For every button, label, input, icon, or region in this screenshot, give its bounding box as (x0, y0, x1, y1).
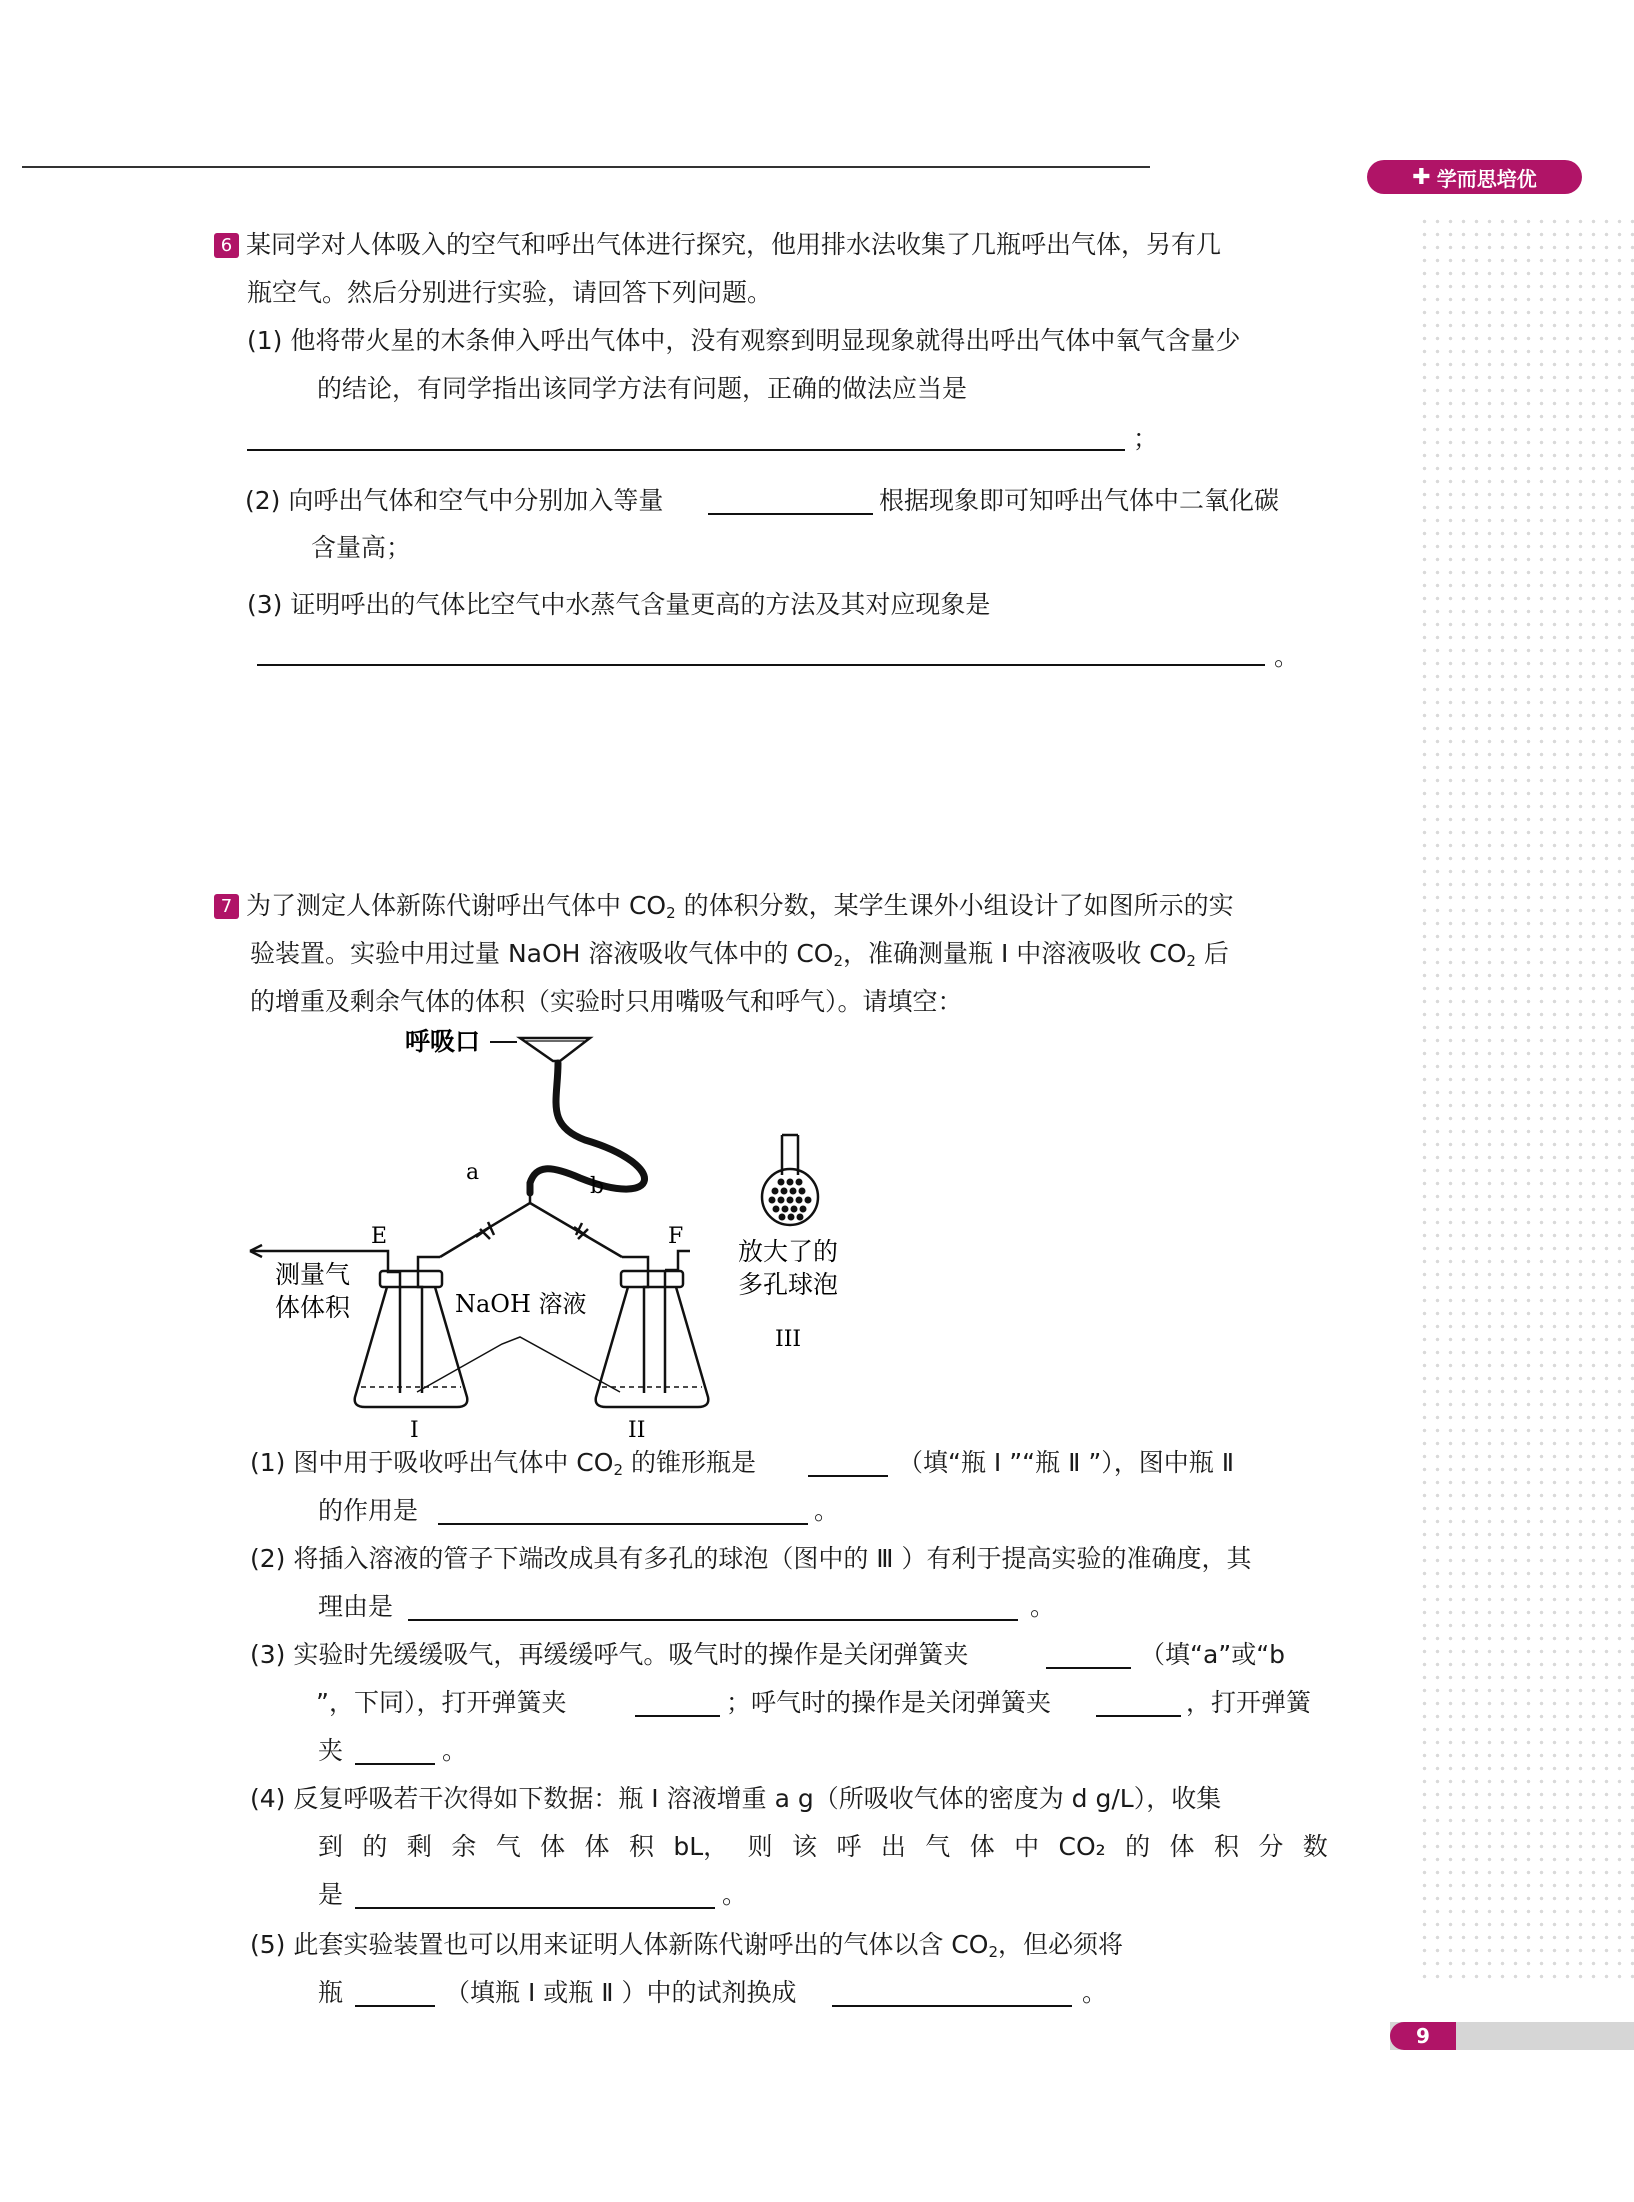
outlet-tube-f (665, 1251, 690, 1270)
q7-part5-blank2[interactable] (832, 2005, 1072, 2007)
q7-part3-e: ，打开弹簧 (1186, 1688, 1312, 1717)
q7-part5-line1: (5) 此套实验装置也可以用来证明人体新陈代谢呼出的气体以含 $CO_2$，但必须将 (250, 1930, 1124, 1961)
q6-part1-blank[interactable] (247, 449, 1125, 451)
apparatus-figure (240, 1025, 880, 1445)
logo-icon: ✚ (1412, 164, 1431, 190)
label-bulb-iii: III (775, 1327, 802, 1352)
q7-part3-end: 。 (442, 1736, 468, 1765)
bottle2-stopper (621, 1271, 683, 1287)
q7-part3-blank3[interactable] (1096, 1715, 1181, 1717)
label-bottle-1: I (410, 1418, 419, 1443)
q7-part2-end: 。 (1030, 1592, 1056, 1621)
label-bulb-2: 多孔球泡 (738, 1270, 839, 1299)
label-clamp-b: b (590, 1174, 605, 1199)
bottle-2 (596, 1287, 709, 1407)
q6-part2-line2: 含量高； (311, 533, 412, 562)
q6-part3-blank[interactable] (257, 664, 1265, 666)
bottle1-stopper (380, 1271, 442, 1287)
q6-number-badge: 6 (214, 233, 239, 258)
q6-part2-b: 根据现象即可知呼出气体中二氧化碳 (879, 486, 1280, 515)
q7-part3-a: (3) 实验时先缓缓吸气，再缓缓呼气。吸气时的操作是关闭弹簧夹 (250, 1640, 969, 1669)
q7-part4-line3: 是 (318, 1880, 344, 1909)
q7-part3-d: ；呼气时的操作是关闭弹簧夹 (726, 1688, 1052, 1717)
q6-part1-end: ； (1133, 424, 1159, 453)
q7-part1-c: （填“瓶 Ⅰ ”“瓶 Ⅱ ”），图中瓶 Ⅱ (898, 1448, 1235, 1477)
label-mouthpiece: 呼吸口 (405, 1027, 481, 1056)
q6-stem-line1: 6 某同学对人体吸入的空气和呼出气体进行探究，他用排水法收集了几瓶呼出气体，另有几 (214, 228, 1221, 262)
q7-stem-line3: 的增重及剩余气体的体积（实验时只用嘴吸气和呼气）。请填空： (250, 987, 963, 1016)
header-rule (22, 166, 1150, 168)
dot-pattern (1418, 215, 1634, 1985)
q7-part4-blank[interactable] (355, 1907, 715, 1909)
q6-stem-line2: 瓶空气。然后分别进行实验，请回答下列问题。 (247, 278, 773, 307)
q7-part2-line2: 理由是 (318, 1592, 394, 1621)
q7-part4-line1: (4) 反复呼吸若干次得如下数据：瓶 Ⅰ 溶液增重 a g（所吸收气体的密度为 d g/L），收集 (250, 1784, 1222, 1813)
label-measure-2: 体体积 (275, 1293, 351, 1322)
q7-number-badge: 7 (214, 894, 239, 919)
page-number: 9 (1390, 2022, 1456, 2050)
left-branch (440, 1193, 530, 1257)
q7-part3-f: 夹 (318, 1736, 344, 1765)
bottle-1 (355, 1287, 468, 1407)
label-tube-e: E (371, 1224, 388, 1249)
q7-part5-line2-a: 瓶 (318, 1978, 344, 2007)
label-tube-f: F (668, 1224, 684, 1249)
q6-part2-blank[interactable] (708, 513, 873, 515)
q7-part3-blank4[interactable] (355, 1763, 435, 1765)
q6-part1-line2: 的结论，有同学指出该同学方法有问题，正确的做法应当是 (317, 374, 968, 403)
q7-part1-blank1[interactable] (808, 1475, 888, 1477)
brand-badge (1367, 160, 1582, 194)
label-clamp-a: a (466, 1160, 480, 1185)
rubber-tube (530, 1063, 645, 1193)
bottle1-inlet-tube (418, 1257, 440, 1393)
q7-stem-line2: 验装置。实验中用过量 NaOH 溶液吸收气体中的 $CO_2$，准确测量瓶 Ⅰ 中溶液吸收 $CO_2$ 后 (250, 939, 1229, 970)
label-measure-1: 测量气 (275, 1260, 351, 1289)
q6-part1-line1: (1) 他将带火星的木条伸入呼出气体中，没有观察到明显现象就得出呼出气体中氧气含量少 (247, 326, 1241, 355)
q7-part1-end: 。 (814, 1496, 840, 1525)
q7-part2-line1: (2) 将插入溶液的管子下端改成具有多孔的球泡（图中的 Ⅲ ）有利于提高实验的准确度，其 (250, 1544, 1252, 1573)
q6-part3-line1: (3) 证明呼出的气体比空气中水蒸气含量更高的方法及其对应现象是 (247, 590, 991, 619)
solution-leader (417, 1337, 620, 1392)
q7-part3-blank1[interactable] (1046, 1667, 1131, 1669)
bottle2-inlet-tube (622, 1257, 648, 1393)
label-bottle-2: II (628, 1418, 646, 1443)
brand-name: 学而思培优 (1436, 166, 1537, 191)
q6-part2-a: (2) 向呼出气体和空气中分别加入等量 (245, 486, 664, 515)
q7-part3-b: （填“a”或“b (1140, 1640, 1286, 1669)
q7-part5-blank1[interactable] (355, 2005, 435, 2007)
q7-part3-blank2[interactable] (635, 1715, 720, 1717)
q7-stem-line1: 7 为了测定人体新陈代谢呼出气体中 $CO_2$ 的体积分数，某学生课外小组设计了如图所示的实 (214, 889, 1234, 930)
q7-part2-blank[interactable] (408, 1619, 1018, 1621)
q7-part1-a: (1) 图中用于吸收呼出气体中 $CO_2$ 的锥形瓶是 (250, 1448, 756, 1479)
bulb-holes (769, 1179, 812, 1221)
clamp-a (476, 1222, 494, 1239)
q7-part5-line2-b: （填瓶 Ⅰ 或瓶 Ⅱ ）中的试剂换成 (445, 1978, 797, 2007)
label-naoh-solution: NaOH 溶液 (455, 1290, 587, 1318)
q7-part1-blank2[interactable] (438, 1523, 808, 1525)
label-bulb-1: 放大了的 (738, 1237, 839, 1266)
q6-part3-end: 。 (1274, 642, 1300, 671)
q7-part5-end: 。 (1082, 1978, 1108, 2007)
q7-part3-c: ”，下同），打开弹簧夹 (316, 1688, 567, 1717)
right-branch (530, 1203, 622, 1257)
q7-part1-line2: 的作用是 (318, 1496, 419, 1525)
q7-part4-line2: 到 的 剩 余 气 体 体 积 bL， 则 该 呼 出 气 体 中 CO₂ 的 体 积 分 数 (318, 1832, 1328, 1861)
q7-part4-end: 。 (722, 1880, 748, 1909)
